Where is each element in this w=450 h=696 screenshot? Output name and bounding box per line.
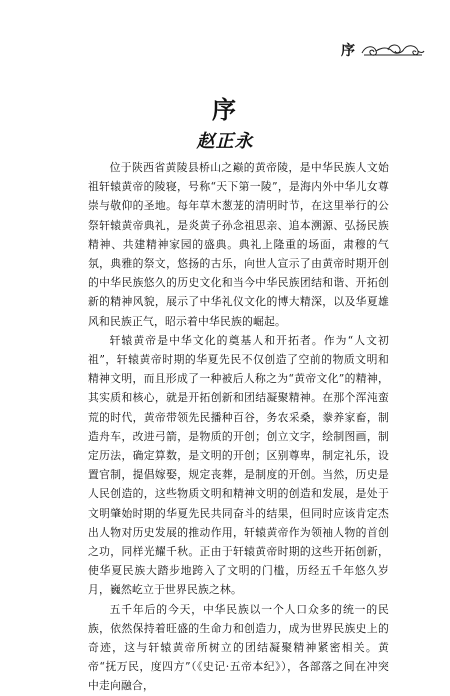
author-signature: 赵正永 xyxy=(196,131,254,152)
page-title: 序 xyxy=(212,95,238,124)
preface-body xyxy=(88,158,389,696)
running-header xyxy=(341,40,426,60)
paragraph-3: 五千年后的今天，中华民族以一个人口众多的统一的民族，依然保持着旺盛的生命力和创造力，成为世界民族史上的奇迹，这与轩辕黄帝所树立的团结凝聚精神紧密相关。黄帝“抚万民，度四方”（《史记·五帝本纪》），各部落之间在冲突中走向融合， xyxy=(88,602,389,693)
running-header-title: 序 xyxy=(341,43,356,59)
cloud-scroll-ornament-icon xyxy=(360,41,426,59)
paragraph-1: 位于陕西省黄陵县桥山之巅的黄帝陵，是中华民族人文始祖轩辕黄帝的陵寝，号称“天下第一陵”，是海内外中华儿女尊崇与敬仰的圣地。每年草木葱茏的清明时节，在这里举行的公祭轩辕黄帝典礼，是炎黄子孙念祖思亲、追本溯源、弘扬民族精神、共建精神家园的盛典。典礼上隆重的场面，肃穆的气氛，典雅的祭文，悠扬的古乐，向世人宣示了由黄帝时期开创的中华民族悠久的历史文化和当今中华民族团结和谐、开拓创新的精神风貌，展示了中华礼仪文化的博大精深，以及华夏雄风和民族正气，昭示着中华民族的崛起。 xyxy=(88,161,389,328)
paragraph-2: 轩辕黄帝是中华文化的奠基人和开拓者。作为“人文初祖”，轩辕黄帝时期的华夏先民不仅创造了空前的物质文明和精神文明，而且形成了一种被后人称之为“黄帝文化”的精神，其实质和核心，就是开拓创新和团结凝聚精神。在那个浑沌蛮荒的时代，黄帝带领先民播种百谷，务农采桑，豢养家畜，制造舟车，改进弓箭，是物质的开创；创立文字，绘制图画，制定历法，确定算数，是文明的开创；区别尊卑，制定礼乐，设置官制，提倡嫁娶，规定丧葬，是制度的开创。当然，历史是人民创造的，这些物质文明和精神文明的创造和发展，是处于文明肇始时期的华夏先民共同奋斗的结果，但同时应该肯定杰出人物对历史发展的推动作用，轩辕黄帝作为领袖人物的首创之功，同样光耀千秋。正由于轩辕黄帝时期的这些开拓创新，使华夏民族大踏步地跨入了文明的门槛，历经五千年悠久岁月，巍然屹立于世界民族之林。 xyxy=(88,333,389,597)
